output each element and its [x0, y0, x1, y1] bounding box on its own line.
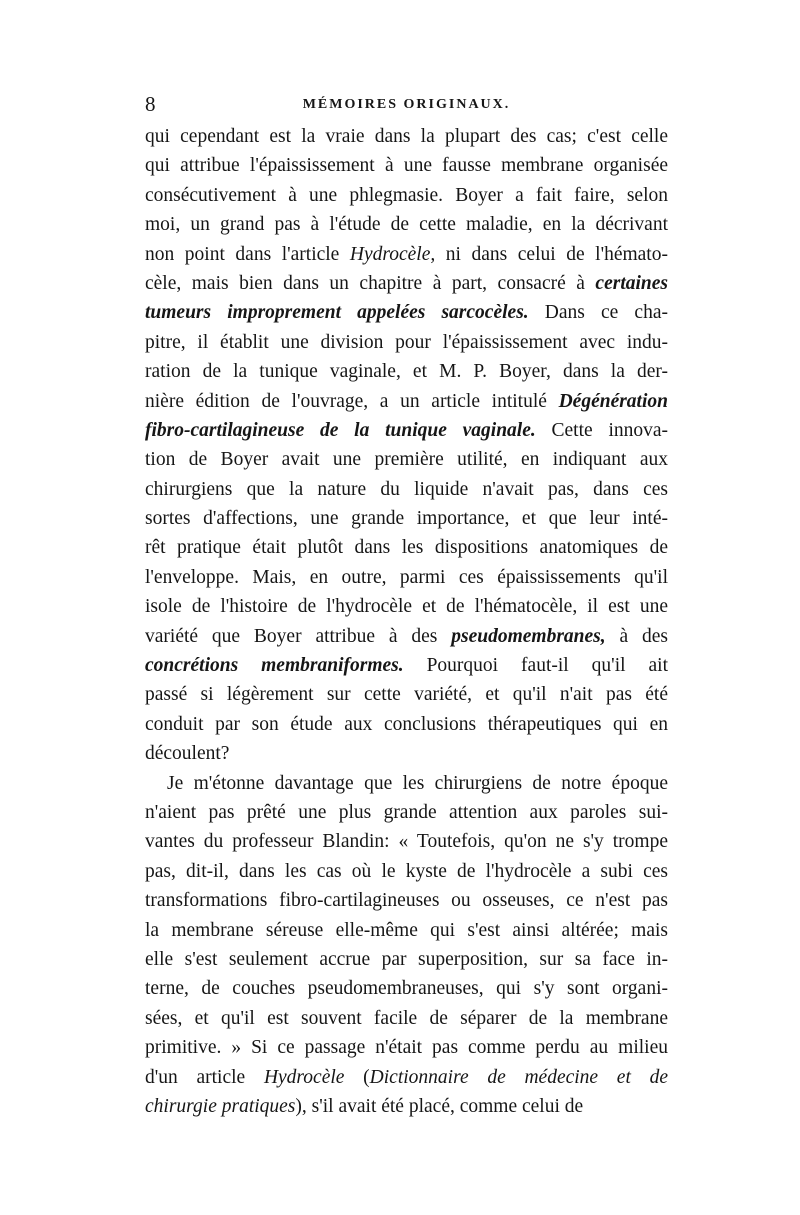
text-line: [145, 1033, 668, 1062]
text-line: [145, 886, 668, 915]
text-line: [145, 680, 668, 709]
text-line: [145, 416, 668, 445]
book-page: [145, 92, 668, 1121]
text-line: [145, 1092, 668, 1121]
italic-segment: certaines: [595, 272, 668, 294]
text-segment: isole de l'histoire de l'hydrocèle et de l'hématocèle, il est une: [145, 596, 668, 618]
text-segment: l'enveloppe. Mais, en outre, parmi ces épaississements qu'il: [145, 566, 668, 588]
text-line: [145, 1063, 668, 1092]
text-segment: vantes du professeur Blandin: « Toutefois, qu'on ne s'y trompe: [145, 831, 668, 853]
text-segment: d'un article: [145, 1066, 264, 1088]
page-number: 8: [145, 92, 156, 116]
text-line: [145, 622, 668, 651]
text-line: [145, 827, 668, 856]
text-line: [145, 445, 668, 474]
text-line: [145, 298, 668, 327]
text-segment: ), s'il avait été placé, comme celui de: [295, 1095, 584, 1117]
text-line: [145, 181, 668, 210]
text-segment: Dans ce cha-: [528, 302, 668, 324]
text-segment: sortes d'affections, une grande importance, et que leur inté-: [145, 508, 668, 530]
text-segment: pitre, il établit une division pour l'épaississement avec indu-: [145, 331, 668, 353]
italic-segment: Hydrocèle,: [349, 243, 436, 265]
text-segment: la membrane séreuse elle-même qui s'est ainsi altérée; mais: [145, 919, 668, 941]
text-segment: ration de la tunique vaginale, et M. P. Boyer, dans la der-: [145, 361, 668, 383]
text-segment: (: [344, 1066, 370, 1088]
text-line: [145, 328, 668, 357]
text-line: [145, 710, 668, 739]
text-line: [145, 592, 668, 621]
text-line: [145, 504, 668, 533]
page-header: [145, 92, 668, 118]
text-segment: cèle, mais bien dans un chapitre à part, consacré à: [145, 272, 596, 294]
text-line: [145, 739, 668, 768]
text-segment: primitive. » Si ce passage n'était pas comme perdu au milieu: [145, 1037, 668, 1059]
text-line: [145, 916, 668, 945]
text-segment: ni dans celui de l'hémato-: [435, 243, 668, 265]
italic-segment: Hydrocèle: [263, 1066, 345, 1088]
text-line: [145, 387, 668, 416]
text-line: [145, 210, 668, 239]
text-line: [145, 857, 668, 886]
text-segment: transformations fibro-cartilagineuses ou osseuses, ce n'est pas: [145, 890, 668, 912]
text-line: [145, 651, 668, 680]
text-segment: à des: [605, 625, 668, 647]
text-segment: chirurgiens que la nature du liquide n'avait pas, dans ces: [145, 478, 668, 500]
text-segment: elle s'est seulement accrue par superposition, sur sa face in-: [145, 948, 668, 970]
text-line: [145, 563, 668, 592]
text-segment: Je m'étonne davantage que les chirurgiens de notre époque: [167, 772, 668, 794]
italic-segment: fibro-cartilagineuse de la tunique vaginale.: [145, 419, 536, 441]
text-segment: conduit par son étude aux conclusions thérapeutiques qui en: [145, 713, 668, 735]
text-segment: sées, et qu'il est souvent facile de séparer de la membrane: [145, 1007, 668, 1029]
text-line: [145, 151, 668, 180]
text-line: [145, 475, 668, 504]
text-line: [145, 798, 668, 827]
text-line: [145, 1004, 668, 1033]
text-segment: découlent?: [145, 743, 230, 765]
text-segment: variété que Boyer attribue à des: [145, 625, 452, 647]
text-line: [145, 769, 668, 798]
italic-segment: Dictionnaire de médecine et de: [369, 1066, 669, 1088]
italic-segment: pseudomembranes,: [451, 625, 606, 647]
running-head: MÉMOIRES ORIGINAUX.: [302, 97, 511, 112]
text-segment: consécutivement à une phlegmasie. Boyer a fait faire, selon: [145, 184, 668, 206]
text-segment: Pourquoi faut-il qu'il ait: [403, 655, 668, 677]
text-line: [145, 269, 668, 298]
text-segment: qui cependant est la vraie dans la plupart des cas; c'est celle: [145, 126, 668, 147]
italic-segment: concrétions membraniformes.: [145, 655, 404, 677]
text-line: [145, 533, 668, 562]
text-segment: rêt pratique était plutôt dans les dispositions anatomiques de: [145, 537, 668, 559]
text-segment: pas, dit-il, dans les cas où le kyste de l'hydrocèle a subi ces: [145, 860, 668, 882]
text-segment: nière édition de l'ouvrage, a un article intitulé: [145, 390, 559, 412]
italic-segment: chirurgie pratiques: [145, 1095, 296, 1117]
text-segment: tion de Boyer avait une première utilité, en indiquant aux: [145, 449, 668, 471]
text-segment: terne, de couches pseudomembraneuses, qui s'y sont organi-: [145, 978, 668, 1000]
text-segment: moi, un grand pas à l'étude de cette maladie, en la décrivant: [145, 214, 668, 236]
text-line: [145, 240, 668, 269]
text-line: [145, 945, 668, 974]
text-segment: Cette innova-: [535, 419, 669, 441]
italic-segment: tumeurs improprement appelées sarcocèles.: [145, 302, 529, 324]
text-segment: n'aient pas prêté une plus grande attention aux paroles sui-: [145, 801, 668, 823]
text-segment: non point dans l'article: [145, 243, 350, 265]
body-text: [145, 122, 668, 1121]
text-line: [145, 122, 668, 151]
text-segment: passé si légèrement sur cette variété, et qu'il n'ait pas été: [145, 684, 668, 706]
text-line: [145, 357, 668, 386]
text-line: [145, 974, 668, 1003]
italic-segment: Dégénération: [558, 390, 668, 412]
text-segment: qui attribue l'épaississement à une fausse membrane organisée: [145, 155, 668, 177]
